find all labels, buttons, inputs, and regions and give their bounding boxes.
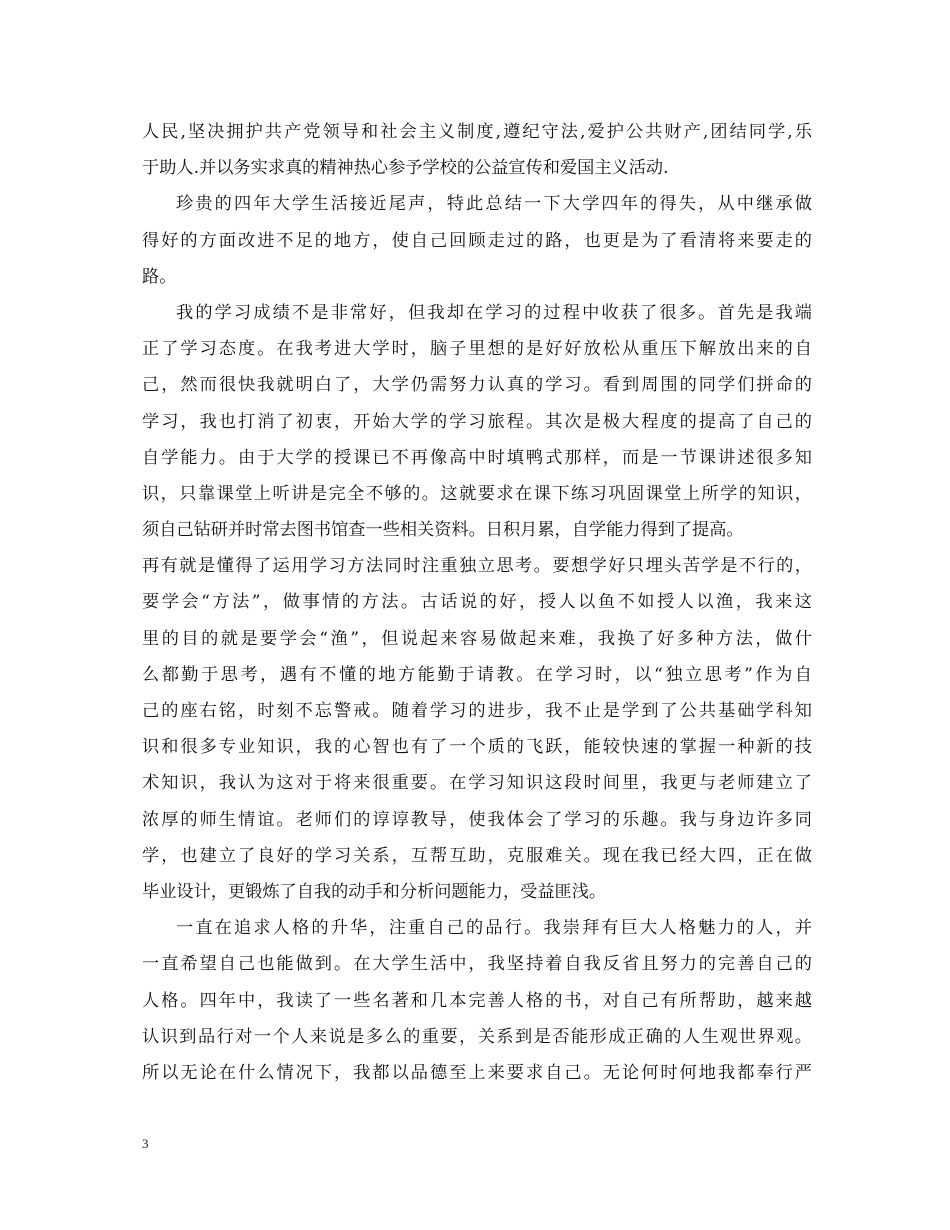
body-line: 己，然而很快我就明白了，大学仍需努力认真的学习。看到周围的同学们拼命的 <box>142 375 812 396</box>
body-line: 得好的方面改进不足的地方，使自己回顾走过的路，也更是为了看清将来要走的 <box>142 230 812 251</box>
body-line: 识，只靠课堂上听讲是完全不够的。这就要求在课下练习巩固课堂上所学的知识， <box>142 483 812 504</box>
body-line: 学习，我也打消了初衷，开始大学的学习旅程。其次是极大程度的提高了自己的 <box>142 411 812 432</box>
body-line: 毕业设计，更锻炼了自我的动手和分析问题能力，受益匪浅。 <box>142 881 607 902</box>
body-line: 须自己钻研并时常去图书馆查一些相关资料。日积月累，自学能力得到了提高。 <box>142 520 744 541</box>
body-line: 认识到品行对一个人来说是多么的重要，关系到是否能形成正确的人生观世界观。 <box>142 1026 812 1047</box>
body-line: 再有就是懂得了运用学习方法同时注重独立思考。要想学好只埋头苦学是不行的， <box>142 556 812 577</box>
body-line: 人民,坚决拥护共产党领导和社会主义制度,遵纪守法,爱护公共财产,团结同学,乐 <box>142 122 812 142</box>
body-line: 所以无论在什么情况下，我都以品德至上来要求自己。无论何时何地我都奉行严 <box>142 1062 812 1083</box>
body-line: 浓厚的师生情谊。老师们的谆谆教导，使我体会了学习的乐趣。我与身边许多同 <box>142 809 812 830</box>
document-body <box>142 114 812 1091</box>
body-line: 学，也建立了良好的学习关系，互帮互助，克服难关。现在我已经大四，正在做 <box>142 845 812 866</box>
body-line: 么都勤于思考，遇有不懂的地方能勤于请教。在学习时，以“独立思考”作为自 <box>142 664 812 685</box>
page-number: 3 <box>142 1136 149 1151</box>
body-line: 正了学习态度。在我考进大学时，脑子里想的是好好放松从重压下解放出来的自 <box>142 339 812 360</box>
body-line: 己的座右铭，时刻不忘警戒。随着学习的进步，我不止是学到了公共基础学科知 <box>142 701 812 721</box>
paragraph-first-line: 珍贵的四年大学生活接近尾声，特此总结一下大学四年的得失，从中继承做 <box>176 194 812 215</box>
body-line: 于助人.并以务实求真的精神热心参予学校的公益宣传和爱国主义活动. <box>142 158 669 179</box>
paragraph-first-line: 我的学习成绩不是非常好，但我却在学习的过程中收获了很多。首先是我端 <box>176 302 812 323</box>
body-line: 术知识，我认为这对于将来很重要。在学习知识这段时间里，我更与老师建立了 <box>142 773 812 794</box>
body-line: 自学能力。由于大学的授课已不再像高中时填鸭式那样，而是一节课讲述很多知 <box>142 447 812 468</box>
body-line: 人格。四年中，我读了一些名著和几本完善人格的书，对自己有所帮助，越来越 <box>142 990 812 1011</box>
body-line: 里的目的就是要学会“渔”，但说起来容易做起来难，我换了好多种方法，做什 <box>142 628 812 649</box>
body-line: 一直希望自己也能做到。在大学生活中，我坚持着自我反省且努力的完善自己的 <box>142 954 812 975</box>
body-line: 识和很多专业知识，我的心智也有了一个质的飞跃，能较快速的掌握一种新的技 <box>142 737 812 758</box>
paragraph-first-line: 一直在追求人格的升华，注重自己的品行。我崇拜有巨大人格魅力的人，并 <box>176 918 812 939</box>
body-line: 要学会“方法”，做事情的方法。古话说的好，授人以鱼不如授人以渔，我来这 <box>142 592 812 613</box>
body-line: 路。 <box>142 266 177 287</box>
